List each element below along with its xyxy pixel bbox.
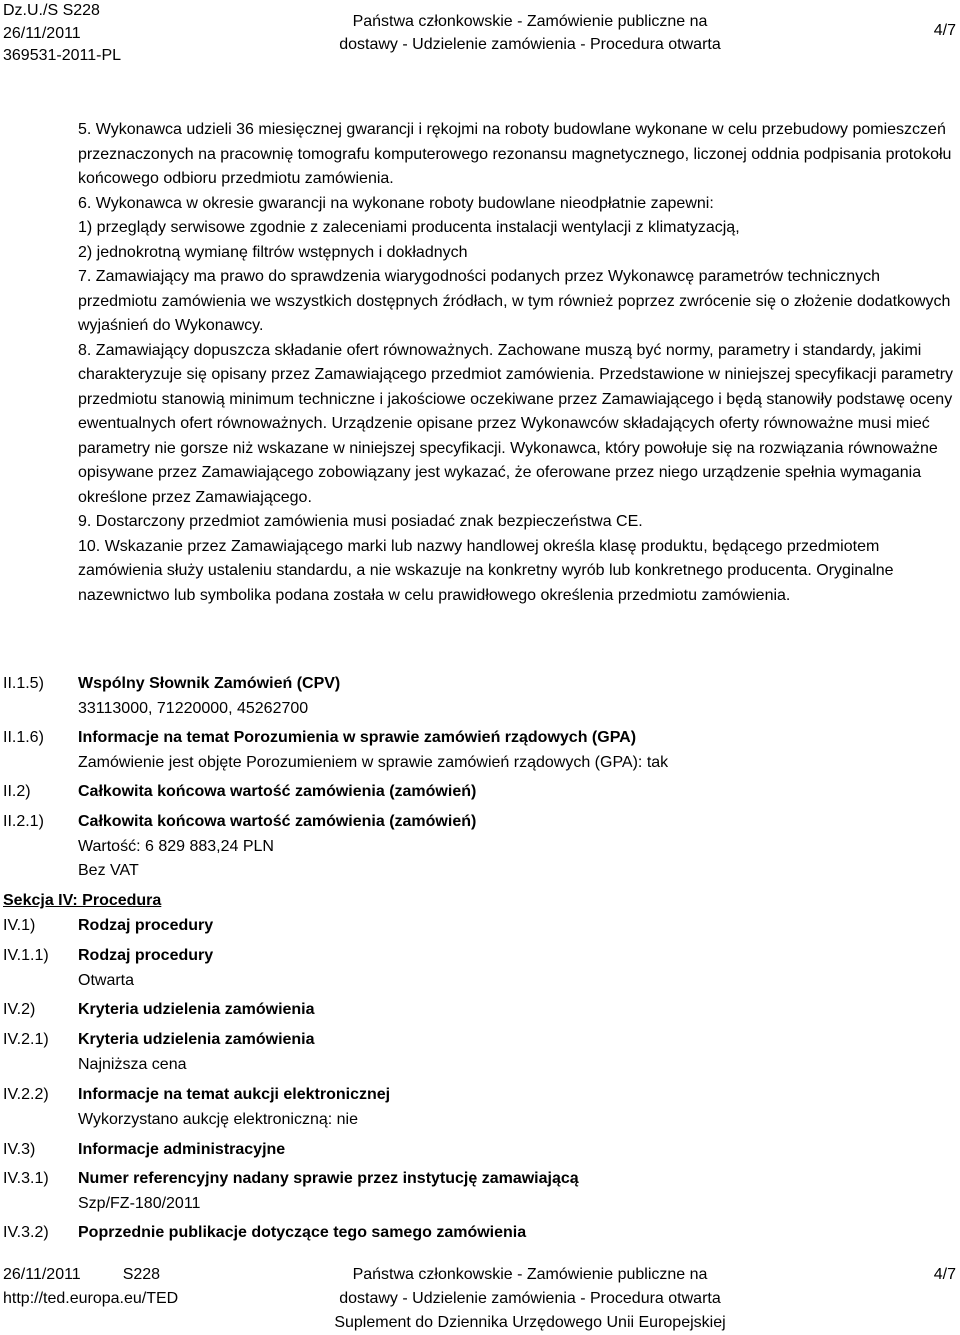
section-heading-procedure: Sekcja IV: Procedura [3, 892, 162, 909]
paragraph: 5. Wykonawca udzieli 36 miesięcznej gwarancji i rękojmi na roboty budowlane wykonane w celu przebudowy pomieszczeń przeznaczonych na pracownię tomografu komputerowego rezonansu magnetycznego, liczonej oddnia podpisania protokołu końcowego odbioru przedmiotu zamówienia. [78, 121, 952, 187]
paragraph: 2) jednokrotną wymianę filtrów wstępnych i dokładnych [78, 243, 468, 261]
footer-issue: S228 [122, 1266, 161, 1283]
section-label: IV.1.1) [3, 947, 49, 964]
section-label: II.2) [3, 783, 31, 800]
section-award-criteria-detail [78, 1028, 315, 1077]
journal-ref: Dz.U./S S228 [3, 2, 100, 19]
section-reference-number [78, 1167, 579, 1216]
section-label: II.1.5) [3, 675, 44, 692]
section-gpa [78, 726, 668, 775]
section-procedure-type-detail [78, 944, 213, 993]
section-title: Rodzaj procedury [78, 917, 214, 934]
section-title: Kryteria udzielenia zamówienia [78, 1031, 315, 1048]
section-label: IV.2.1) [3, 1031, 49, 1048]
section-award-criteria [78, 998, 315, 1023]
section-title: Całkowita końcowa wartość zamówienia (zamówień) [78, 813, 477, 830]
header-title-line1: Państwa członkowskie - Zamówienie publiczne na [352, 13, 708, 30]
paragraph: 9. Dostarczony przedmiot zamówienia musi posiadać znak bezpieczeństwa CE. [78, 513, 643, 530]
footer-title [0, 1263, 960, 1335]
section-value: Otwarta [78, 971, 135, 989]
section-electronic-auction [78, 1083, 390, 1132]
section-value: 33113000, 71220000, 45262700 [78, 699, 309, 717]
section-label: IV.2) [3, 1001, 36, 1018]
header-page-number: 4/7 [933, 22, 956, 39]
section-title: Informacje na temat aukcji elektronicznej [78, 1086, 391, 1103]
section-label: IV.2.2) [3, 1086, 49, 1103]
footer-title-line1: Państwa członkowskie - Zamówienie publiczne na [352, 1266, 708, 1283]
section-label: IV.3) [3, 1141, 36, 1158]
section-title: Rodzaj procedury [78, 947, 214, 964]
section-value: Zamówienie jest objęte Porozumieniem w sprawie zamówień rządowych (GPA): tak [78, 753, 669, 771]
section-cpv [78, 672, 340, 721]
footer-page-number: 4/7 [933, 1266, 956, 1283]
section-value: Wykorzystano aukcję elektroniczną: nie [78, 1110, 358, 1128]
section-label: IV.1) [3, 917, 36, 934]
notice-number: 369531-2011-PL [3, 47, 122, 64]
section-value: Wartość: 6 829 883,24 PLN [78, 837, 274, 855]
section-label: II.2.1) [3, 813, 44, 830]
header-title [0, 0, 960, 56]
section-value: Najniższa cena [78, 1055, 187, 1073]
section-label: IV.3.2) [3, 1224, 49, 1241]
footer-date: 26/11/2011 [3, 1266, 81, 1283]
section-procedure-type [78, 914, 213, 939]
section-label: II.1.6) [3, 729, 44, 746]
section-previous-publications [78, 1221, 526, 1246]
section-title: Całkowita końcowa wartość zamówienia (zamówień) [78, 783, 477, 800]
paragraph: 6. Wykonawca w okresie gwarancji na wykonane roboty budowlane nieodpłatnie zapewni: [78, 194, 714, 212]
publication-date: 26/11/2011 [3, 24, 81, 42]
section-value: Szp/FZ-180/2011 [78, 1194, 201, 1212]
section-title: Informacje administracyjne [78, 1141, 286, 1158]
footer-title-line3: Suplement do Dziennika Urzędowego Unii Europejskiej [334, 1314, 726, 1331]
section-title: Informacje na temat Porozumienia w sprawie zamówień rządowych (GPA) [78, 729, 637, 746]
section-title: Wspólny Słownik Zamówień (CPV) [78, 675, 341, 692]
section-title: Poprzednie publikacje dotyczące tego samego zamówienia [78, 1224, 527, 1241]
description-text [78, 118, 958, 608]
section-label: IV.3.1) [3, 1170, 49, 1187]
paragraph: 1) przeglądy serwisowe zgodnie z zaleceniami producenta instalacji wentylacji z klimatyzacją, [78, 219, 740, 236]
section-administrative-info [78, 1138, 285, 1163]
paragraph: 10. Wskazanie przez Zamawiającego marki lub nazwy handlowej określa klasę produktu, będącego przedmiotem zamówienia służy ustaleniu standardu, a nie wskazuje na konkretny wyrób lub konkretnego producenta. Oryginalne nazewnictwo lub symbolika podana została w celu prawidłowego określenia przedmiotu zamówienia. [78, 537, 894, 604]
section-total-value [78, 780, 476, 805]
footer-title-line2: dostawy - Udzielenie zamówienia - Procedura otwarta [339, 1290, 721, 1307]
paragraph: 8. Zamawiający dopuszcza składanie ofert równoważnych. Zachowane muszą być normy, parametry i standardy, jakimi charakteryzuje się opisany przez Zamawiającego przedmiot zamówienia. Przedstawione w niniejszej specyfikacji parametry przedmiotu stanowią minimum techniczne i jakościowe oczekiwane przez Zamawiającego i będą stanowiły podstawę oceny ewentualnych ofert równoważnych. Urządzenie opisane przez Wykonawców składających oferty równoważne musi mieć parametry nie gorsze niż wskazane w niniejszej specyfikacji. Wykonawca, który powołuje się na rozwiązania równoważne opisywane przez Zamawiającego zobowiązany jest wykazać, że oferowane przez niego urządzenie spełnia wymagania określone przez Zamawiającego. [78, 341, 954, 506]
section-value-vat: Bez VAT [78, 862, 139, 879]
section-total-value-detail [78, 810, 476, 884]
footer-url[interactable]: http://ted.europa.eu/TED [3, 1290, 179, 1307]
paragraph: 7. Zamawiający ma prawo do sprawdzenia wiarygodności podanych przez Wykonawcę parametrów technicznych przedmiotu zamówienia we wszystkich dostępnych źródłach, w tym również poprzez zwrócenie się o złożenie dodatkowych wyjaśnień do Wykonawcy. [78, 268, 951, 334]
section-title: Numer referencyjny nadany sprawie przez instytucję zamawiającą [78, 1170, 579, 1187]
header-title-line2: dostawy - Udzielenie zamówienia - Procedura otwarta [339, 35, 721, 53]
section-title: Kryteria udzielenia zamówienia [78, 1001, 315, 1018]
